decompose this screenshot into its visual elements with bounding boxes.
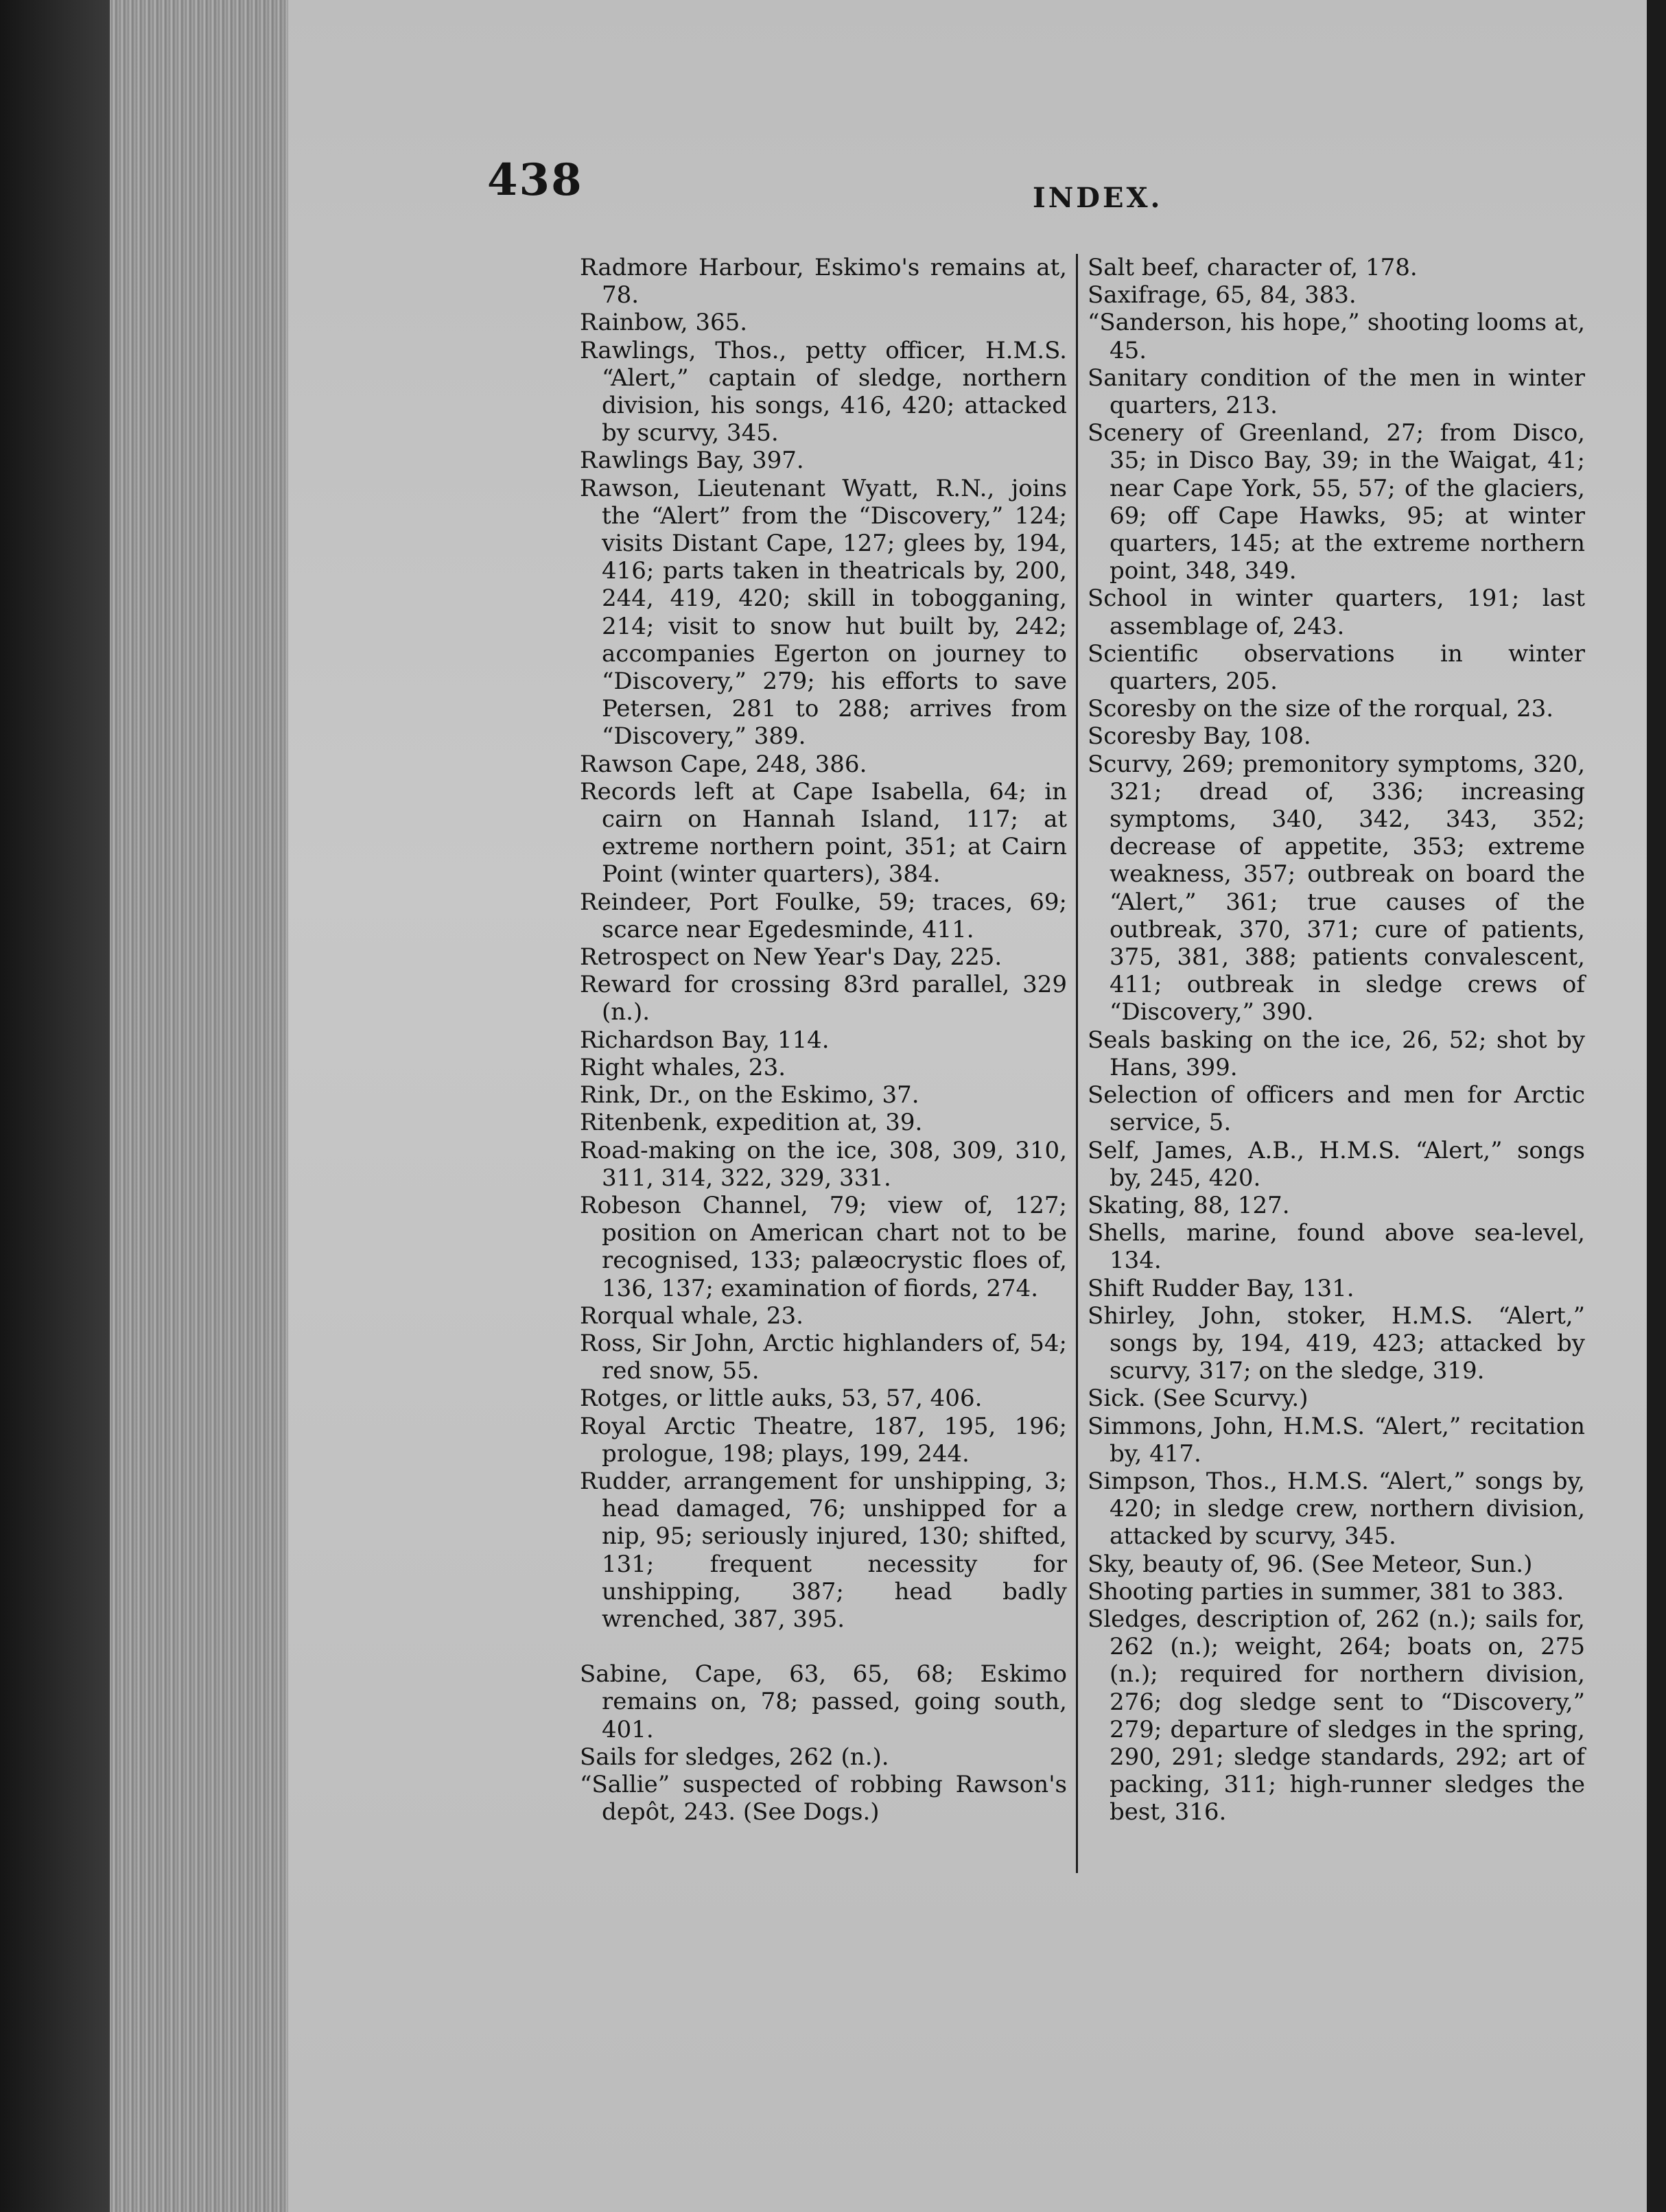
- index-entry: Ritenbenk, expedition at, 39.: [580, 1109, 923, 1137]
- index-entry: Right whales, 23.: [580, 1053, 786, 1081]
- right-margin: [1647, 0, 1666, 2212]
- index-entry: Simmons, John, H.M.S. “Alert,” recitation by, 417.: [1088, 1412, 1585, 1468]
- index-entry: Salt beef, character of, 178.: [1088, 254, 1418, 281]
- index-entry: Road-making on the ice, 308, 309, 310, 311, 314, 322, 329, 331.: [580, 1136, 1067, 1192]
- index-entry: Shirley, John, stoker, H.M.S. “Alert,” songs by, 194, 419, 423; attacked by scurvy, 317; on the sledge, 319.: [1088, 1302, 1585, 1385]
- index-entry: “Sanderson, his hope,” shooting looms at, 45.: [1088, 309, 1585, 364]
- index-entry: Radmore Harbour, Eskimo's remains at, 78.: [580, 254, 1067, 309]
- index-entry: Saxifrage, 65, 84, 383.: [1088, 281, 1357, 309]
- page-edges: [110, 0, 288, 2212]
- index-entry: Rudder, arrangement for unshipping, 3; head damaged, 76; unshipped for a nip, 95; seriously injured, 130; shifted, 131; frequent necessity for unshipping, 387; head badly wrenched, 387, 395.: [580, 1467, 1067, 1633]
- index-entry: Scientific observations in winter quarters, 205.: [1088, 639, 1585, 696]
- index-entry: Sabine, Cape, 63, 65, 68; Eskimo remains on, 78; passed, going south, 401.: [580, 1660, 1067, 1743]
- index-entry: Scoresby Bay, 108.: [1088, 722, 1311, 751]
- index-entry: Richardson Bay, 114.: [580, 1026, 830, 1054]
- index-entry: Shift Rudder Bay, 131.: [1088, 1274, 1354, 1302]
- column-divider: [1076, 254, 1078, 1873]
- index-entry: Rawlings, Thos., petty officer, H.M.S. “Alert,” captain of sledge, northern division, his songs, 416, 420; attacked by scurvy, 345.: [580, 336, 1067, 447]
- index-entry: Sky, beauty of, 96. (See Meteor, Sun.): [1088, 1550, 1533, 1578]
- index-entry: Royal Arctic Theatre, 187, 195, 196; prologue, 198; plays, 199, 244.: [580, 1412, 1067, 1468]
- index-entry: Retrospect on New Year's Day, 225.: [580, 943, 1002, 972]
- index-entry: Rorqual whale, 23.: [580, 1302, 803, 1330]
- index-entry: Reindeer, Port Foulke, 59; traces, 69; scarce near Egedesminde, 411.: [580, 888, 1067, 943]
- index-column-right: [1088, 254, 1585, 1826]
- index-entry: Scenery of Greenland, 27; from Disco, 35; in Disco Bay, 39; in the Waigat, 41; near Cape York, 55, 57; of the glaciers, 69; off Cape Hawks, 95; at winter quarters, 145; at the extreme northern point, 348, 349.: [1088, 419, 1585, 585]
- running-head: INDEX.: [1033, 182, 1163, 214]
- index-entry: Scoresby on the size of the rorqual, 23.: [1088, 695, 1554, 723]
- index-entry: Simpson, Thos., H.M.S. “Alert,” songs by, 420; in sledge crew, northern division, attacked by scurvy, 345.: [1088, 1467, 1585, 1551]
- index-entry: Shooting parties in summer, 381 to 383.: [1088, 1577, 1564, 1605]
- index-entry: Ross, Sir John, Arctic highlanders of, 54; red snow, 55.: [580, 1329, 1067, 1385]
- index-entry: School in winter quarters, 191; last assemblage of, 243.: [1088, 585, 1585, 640]
- index-entry: Seals basking on the ice, 26, 52; shot by Hans, 399.: [1088, 1026, 1585, 1081]
- index-entry: Skating, 88, 127.: [1088, 1191, 1290, 1219]
- book-gutter: [0, 0, 110, 2212]
- index-entry: Sledges, description of, 262 (n.); sails for, 262 (n.); weight, 264; boats on, 275 (n.); required for northern division, 276; dog sledge sent to “Discovery,” 279; departure of sledges in the spring, 290, 291; sledge standards, 292; art of packing, 311; high-runner sledges the best, 316.: [1088, 1605, 1585, 1826]
- index-entry: Sanitary condition of the men in winter quarters, 213.: [1088, 364, 1585, 420]
- index-entry: Records left at Cape Isabella, 64; in cairn on Hannah Island, 117; at extreme northern point, 351; at Cairn Point (winter quarters), 384.: [580, 777, 1067, 889]
- index-entry: Sick. (See Scurvy.): [1088, 1385, 1309, 1413]
- index-entry: Self, James, A.B., H.M.S. “Alert,” songs by, 245, 420.: [1088, 1136, 1585, 1192]
- index-entry: Reward for crossing 83rd parallel, 329 (n.).: [580, 971, 1067, 1026]
- index-entry: Sails for sledges, 262 (n.).: [580, 1743, 889, 1771]
- index-entry: Robeson Channel, 79; view of, 127; position on American chart not to be recognised, 133; palæocrystic floes of, 136, 137; examination of fiords, 274.: [580, 1191, 1067, 1302]
- section-gap: [580, 1633, 1067, 1660]
- index-entry: Rink, Dr., on the Eskimo, 37.: [580, 1081, 919, 1109]
- index-column-left: [580, 254, 1067, 1826]
- index-entry: Rawson, Lieutenant Wyatt, R.N., joins the “Alert” from the “Discovery,” 124; visits Distant Cape, 127; glees by, 194, 416; parts taken in theatricals by, 200, 244, 419, 420; skill in tobogganing, 214; visit to snow hut built by, 242; accompanies Egerton on journey to “Discovery,” 279; his efforts to save Petersen, 281 to 288; arrives from “Discovery,” 389.: [580, 474, 1067, 751]
- index-entry: Rawlings Bay, 397.: [580, 447, 804, 475]
- index-entry: Rotges, or little auks, 53, 57, 406.: [580, 1385, 983, 1413]
- index-entry: Shells, marine, found above sea-level, 134.: [1088, 1219, 1585, 1275]
- page-number: 438: [487, 154, 583, 206]
- index-entry: Rainbow, 365.: [580, 309, 748, 337]
- index-entry: Scurvy, 269; premonitory symptoms, 320, 321; dread of, 336; increasing symptoms, 340, 342, 343, 352; decrease of appetite, 353; extreme weakness, 357; outbreak on board the “Alert,” 361; true causes of the outbreak, 370, 371; cure of patients, 375, 381, 388; patients convalescent, 411; outbreak in sledge crews of “Discovery,” 390.: [1088, 750, 1585, 1026]
- index-entry: Selection of officers and men for Arctic service, 5.: [1088, 1081, 1585, 1137]
- index-entry: Rawson Cape, 248, 386.: [580, 750, 867, 778]
- index-entry: “Sallie” suspected of robbing Rawson's depôt, 243. (See Dogs.): [580, 1770, 1067, 1826]
